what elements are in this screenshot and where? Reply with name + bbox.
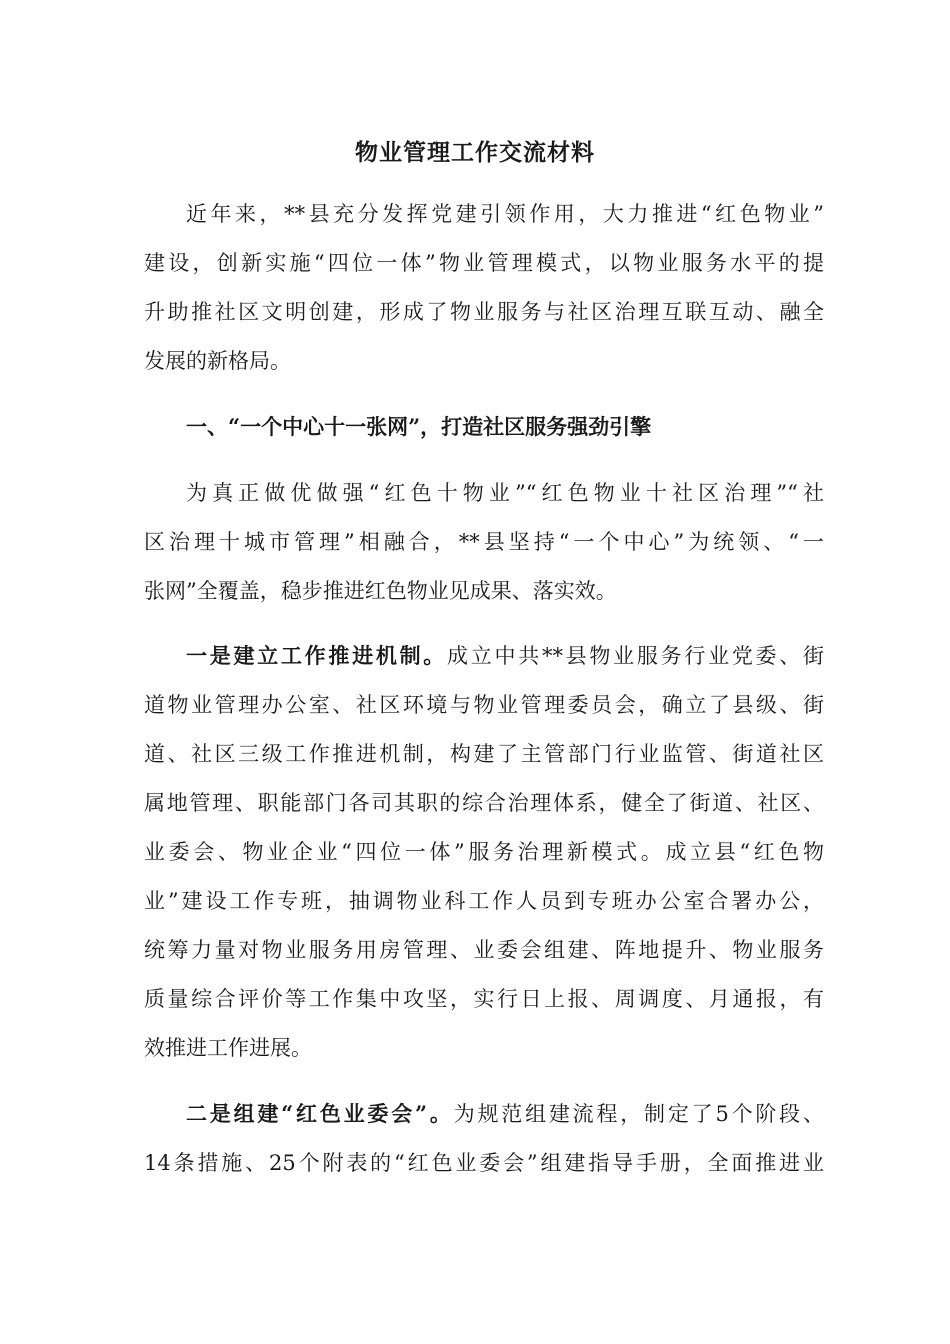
paragraph-3-line-2: 道物业管理办公室、社区环境与物业管理委员会，确立了县级、街 bbox=[144, 693, 824, 717]
paragraph-3-line-1-text: 成立中共**县物业服务行业党委、街 bbox=[447, 644, 825, 668]
paragraph-3-line-6: 业”建设工作专班，抽调物业科工作人员到专班办公室合署办公， bbox=[144, 889, 824, 913]
paragraph-3-line-7: 统筹力量对物业服务用房管理、业委会组建、阵地提升、物业服务 bbox=[144, 938, 824, 962]
paragraph-1-line-4: 发展的新格局。 bbox=[144, 349, 291, 373]
paragraph-1-line-1: 近年来，**县充分发挥党建引领作用，大力推进“红色物业” bbox=[186, 202, 824, 226]
paragraph-3-line-1 bbox=[186, 641, 824, 671]
paragraph-3-line-9: 效推进工作进展。 bbox=[144, 1036, 312, 1060]
paragraph-4-line-1 bbox=[186, 1099, 824, 1129]
paragraph-3-line-3: 道、社区三级工作推进机制，构建了主管部门行业监管、街道社区 bbox=[144, 742, 824, 766]
paragraph-3-lead: 一是建立工作推进机制。 bbox=[186, 643, 448, 668]
paragraph-4-lead: 二是组建“红色业委会”。 bbox=[186, 1101, 454, 1126]
document-title: 物业管理工作交流材料 bbox=[355, 139, 595, 166]
paragraph-3-line-5: 业委会、物业企业“四位一体”服务治理新模式。成立县“红色物 bbox=[144, 840, 824, 864]
paragraph-4-line-1-text: 为规范组建流程，制定了5个阶段、 bbox=[453, 1102, 824, 1126]
paragraph-1-line-2: 建设，创新实施“四位一体”物业管理模式，以物业服务水平的提 bbox=[144, 251, 824, 275]
paragraph-3-line-8: 质量综合评价等工作集中攻坚，实行日上报、周调度、月通报，有 bbox=[144, 987, 824, 1011]
paragraph-2-line-2: 区治理十城市管理”相融合，**县坚持“一个中心”为统领、“一 bbox=[144, 530, 824, 554]
section-heading-1: 一、“一个中心十一张网”，打造社区服务强劲引擎 bbox=[186, 414, 652, 439]
paragraph-2-line-1: 为真正做优做强“红色十物业”“红色物业十社区治理”“社 bbox=[186, 481, 824, 505]
paragraph-3-line-4: 属地管理、职能部门各司其职的综合治理体系，健全了街道、社区、 bbox=[144, 791, 824, 815]
paragraph-1-line-3: 升助推社区文明创建，形成了物业服务与社区治理互联互动、融全 bbox=[144, 300, 824, 324]
paragraph-2-line-3: 张网”全覆盖，稳步推进红色物业见成果、落实效。 bbox=[144, 579, 617, 603]
paragraph-4-line-2: 14条措施、25个附表的“红色业委会”组建指导手册，全面推进业 bbox=[144, 1151, 824, 1175]
